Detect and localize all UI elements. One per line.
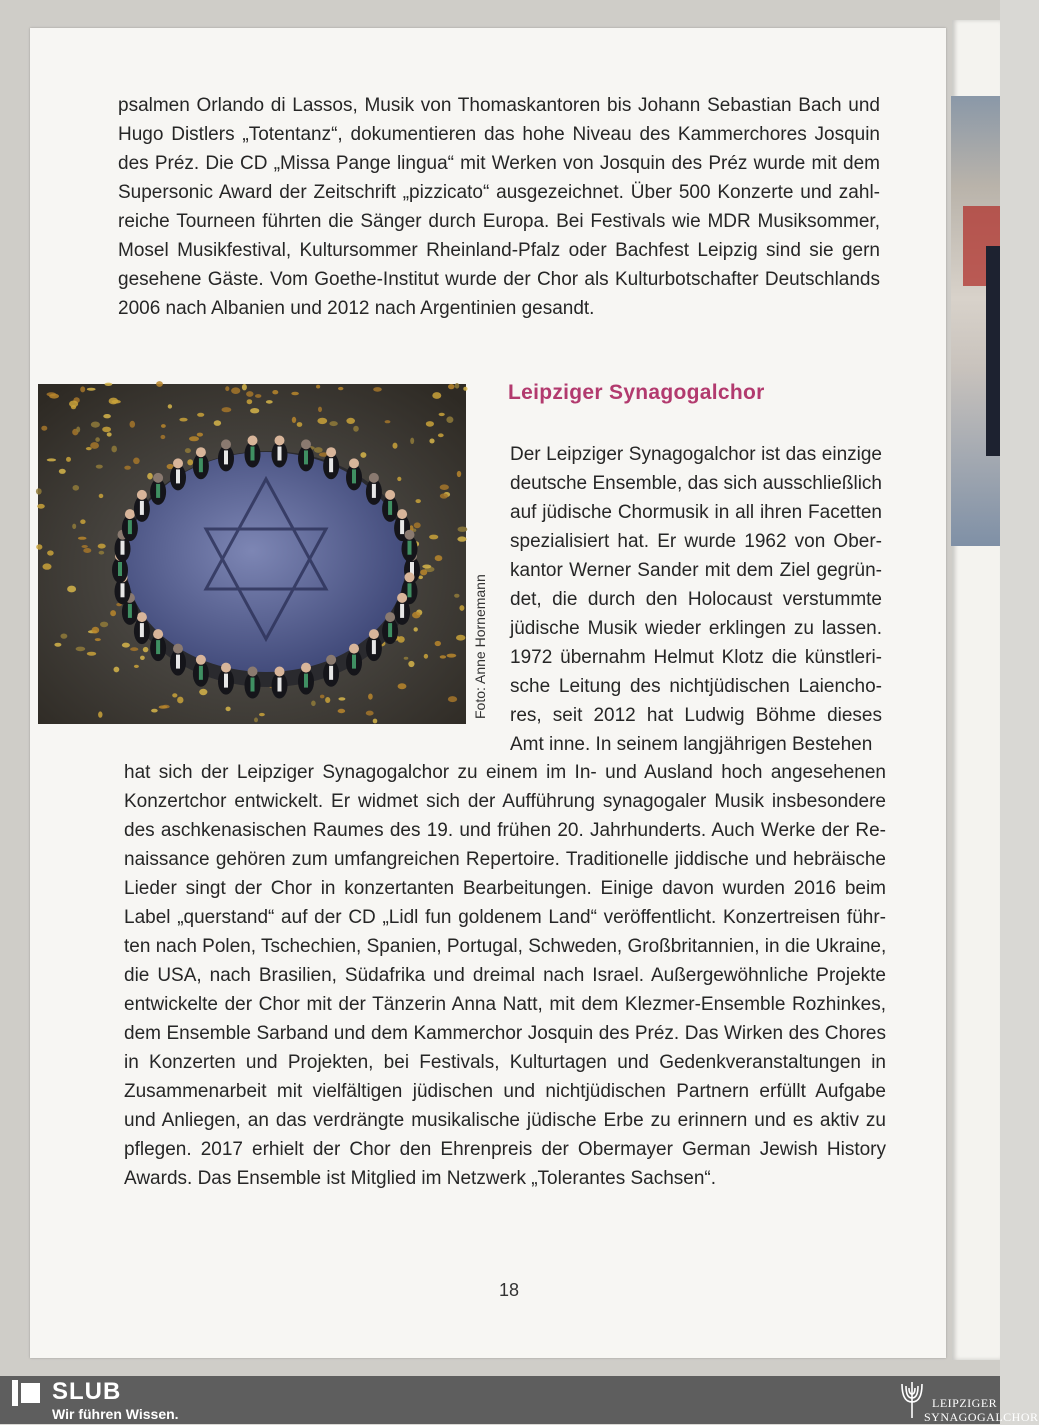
leaf: [440, 493, 448, 498]
leaf: [458, 527, 468, 532]
leaf: [420, 569, 427, 575]
leaf: [59, 469, 66, 474]
text-line: Zusammenarbeit mit vielfältigen jüdischen und nichtjüdischen Partnern erfüllt Aufgabe: [124, 1081, 886, 1102]
leaf: [87, 388, 96, 391]
leaf: [426, 421, 434, 427]
paragraph-kammerchor: [118, 91, 880, 323]
leaf: [36, 544, 42, 549]
leaf: [161, 424, 166, 428]
leaf: [76, 647, 86, 652]
text-line: Hugo Distlers „Totentanz“, dokumentieren das hohe Niveau des Kammerchores Josquin: [118, 124, 880, 145]
leaf: [143, 647, 149, 652]
leaf: [225, 386, 229, 391]
leaf: [393, 443, 398, 449]
leaf: [95, 437, 100, 442]
leaf: [266, 400, 273, 404]
leaf: [177, 697, 183, 704]
leaf: [99, 494, 104, 498]
leaf: [246, 391, 253, 397]
leaf: [297, 422, 303, 427]
leaf: [385, 420, 391, 423]
leaf: [418, 576, 423, 580]
leaf: [259, 713, 265, 716]
leaf: [98, 544, 106, 549]
text-line: dem Ensemble Sarband und dem Kammerchor Josquin des Préz. Das Wirken des Chores: [124, 1023, 886, 1044]
text-line: sche Leitung des nichtjüdischen Laiencho-: [510, 676, 882, 697]
leaf: [242, 384, 247, 390]
leaf: [99, 551, 105, 555]
slub-tagline: Wir führen Wissen.: [52, 1406, 179, 1422]
choir-photo: [38, 384, 466, 724]
leaf: [197, 413, 204, 417]
text-line: Konzertchor entwickelt. Er widmet sich der Aufführung synagogaler Musik insbesondere: [124, 791, 886, 812]
text-line: hat sich der Leipziger Synagogalchor zu einem im In- und Ausland hoch angesehenen: [124, 762, 886, 783]
leaf: [373, 719, 378, 724]
leaf: [317, 418, 327, 424]
leaf: [189, 436, 199, 441]
paragraph-synagogalchor-intro: [510, 440, 882, 759]
leaf: [329, 421, 337, 426]
leaf: [346, 418, 355, 424]
text-line: Label „querstand“ auf der CD „Lidl fun goldenem Land“ veröffentlicht. Konzertreisen führ-: [124, 907, 886, 928]
choir-circle-illustration: [38, 384, 466, 724]
leaf: [373, 387, 382, 392]
leaf: [80, 386, 85, 392]
section-heading: Leipziger Synagogalchor: [508, 381, 765, 404]
leaf: [86, 447, 92, 450]
leaf: [90, 442, 99, 449]
leaf: [457, 536, 466, 541]
leaf: [454, 594, 459, 598]
text-line: jüdische Musik wieder erklingen zu lassen.: [510, 618, 882, 639]
leaf: [457, 471, 461, 477]
leaf: [98, 711, 102, 717]
leaf: [95, 638, 101, 641]
leaf: [49, 394, 59, 399]
leaf: [111, 446, 117, 453]
leaf: [54, 643, 61, 647]
text-line: entwickelte der Chor mit der Tänzerin Anna Natt, mit dem Klezmer-Ensemble Rozhinkes,: [124, 994, 886, 1015]
text-line: deutsche Ensemble, das sich ausschließlich: [510, 473, 882, 494]
text-line: Der Leipziger Synagogalchor ist das einzige: [510, 444, 882, 465]
leaf: [161, 435, 166, 439]
leaf: [124, 466, 131, 470]
text-line: gesehene Gäste. Vom Goethe-Institut wurde der Chor als Kulturbotschafter Deutschlands: [118, 269, 880, 290]
text-line: in Konzerten und Projekten, bei Festivals, Kulturtagen und Gedenkveranstaltungen in: [124, 1052, 886, 1073]
leaf: [314, 447, 323, 453]
leaf: [353, 426, 359, 432]
leaf: [231, 387, 240, 394]
leaf: [82, 545, 88, 548]
leaf: [96, 465, 103, 469]
leaf: [105, 383, 113, 386]
leaf: [435, 555, 443, 561]
leaf: [414, 522, 421, 528]
leaf: [397, 477, 401, 481]
leaf: [67, 586, 76, 593]
leaf: [416, 499, 421, 503]
leaf: [311, 701, 316, 707]
leaf: [37, 504, 45, 509]
text-line: Mosel Musikfestival, Kultursommer Rheinland-Pfalz oder Bachfest Leipzig sind sie gern: [118, 240, 880, 261]
leaf: [435, 641, 441, 646]
leaf: [447, 654, 457, 658]
leaf: [102, 427, 111, 433]
leaf: [366, 711, 374, 716]
leaf: [316, 385, 320, 389]
leaf: [438, 433, 444, 437]
menorah-icon: [898, 1378, 926, 1420]
text-line: Amt inne. In seinem langjährigen Bestehen: [510, 734, 873, 755]
leaf: [199, 689, 207, 695]
leaf: [368, 694, 373, 700]
leaf: [168, 404, 172, 408]
slub-logo-icon: [12, 1380, 40, 1406]
leaf: [73, 485, 80, 491]
leaf: [291, 392, 299, 396]
leaf: [130, 647, 138, 651]
leaf: [72, 524, 76, 529]
leaf: [412, 612, 420, 619]
leaf: [69, 401, 78, 408]
text-line: auf jüdische Chormusik in all ihren Facetten: [510, 502, 882, 523]
leaf: [408, 661, 414, 667]
text-line: des Préz. Die CD „Missa Pange lingua“ mit Werken von Josquin des Préz wurde mit dem: [118, 153, 880, 174]
text-line: 1972 übernahm Helmut Klotz die künstleri-: [510, 647, 882, 668]
leaf: [440, 655, 446, 658]
leaf: [151, 709, 158, 713]
leaf: [36, 488, 42, 494]
leaf: [439, 413, 445, 416]
leaf: [448, 696, 457, 702]
leaf: [222, 407, 232, 412]
leaf: [250, 408, 259, 413]
leaf: [187, 459, 193, 465]
leaf: [446, 416, 453, 423]
text-line: Awards. Das Ensemble ist Mitglied im Netzwerk „Tolerantes Sachsen“.: [124, 1168, 717, 1189]
leaf: [103, 414, 111, 418]
text-line: psalmen Orlando di Lassos, Musik von Thomaskantoren bis Johann Sebastian Bach und: [118, 95, 880, 116]
leaf: [440, 484, 449, 490]
choir-logo-line1: LEIPZIGER: [932, 1396, 998, 1410]
leaf: [133, 458, 140, 465]
leaf: [100, 622, 108, 628]
leaf: [80, 519, 85, 524]
leaf: [214, 420, 221, 426]
text-line: pflegen. 2017 erhielt der Chor den Ehrenpreis der Obermayer German Jewish History: [124, 1139, 886, 1160]
text-line: res, seit 2012 hat Ludwig Böhme dieses: [510, 705, 882, 726]
leaf: [185, 448, 191, 453]
leaf: [47, 458, 56, 461]
leaf: [432, 392, 441, 399]
leaf: [429, 535, 438, 540]
leaf: [247, 399, 253, 404]
leaf: [156, 381, 163, 387]
text-line: ten nach Polen, Tschechien, Spanien, Portugal, Schweden, Großbritannien, in die Ukraine,: [124, 936, 887, 957]
leaf: [78, 537, 87, 540]
leaf: [292, 417, 296, 423]
leaf: [414, 627, 418, 631]
leaf: [61, 634, 68, 639]
leaf: [463, 387, 467, 391]
text-line: naissance gehören zum umfangreichen Repertoire. Traditionelle jiddische und hebräische: [124, 849, 886, 870]
leaf: [83, 548, 91, 553]
leaf: [424, 654, 428, 659]
leaf: [43, 563, 52, 569]
leaf: [398, 683, 407, 689]
leaf: [255, 394, 261, 398]
leaf: [107, 432, 112, 436]
text-line: reiche Tourneen führten die Sänger durch Europa. Bei Festivals wie MDR Musiksommer,: [118, 211, 880, 232]
leaf: [110, 610, 116, 616]
paragraph-synagogalchor-main: [124, 758, 886, 1193]
leaf: [172, 693, 177, 697]
leaf: [47, 550, 54, 555]
text-line: spezialisiert hat. Er wurde 1962 von Ober-: [510, 531, 882, 552]
slub-name: SLUB: [52, 1378, 122, 1405]
page-number: 18: [499, 1280, 520, 1300]
leaf: [338, 709, 346, 713]
leaf: [360, 452, 366, 458]
leaf: [66, 457, 71, 462]
text-line: det, die durch den Holocaust verstummte: [510, 589, 882, 610]
leaf: [448, 384, 455, 389]
leaf: [226, 707, 231, 712]
leaf: [320, 695, 325, 699]
choir-logo-line2: SYNAGOGALCHOR: [924, 1410, 1039, 1424]
leaf: [429, 439, 434, 444]
leaf: [134, 665, 139, 668]
leaf: [456, 635, 465, 641]
leaf: [325, 697, 330, 703]
text-line: die USA, nach Brasilien, Südafrika und dreimal nach Israel. Außergewöhnliche Projekte: [124, 965, 886, 986]
leaf: [272, 390, 278, 394]
leaf: [179, 418, 187, 422]
text-line: und Anliegen, an das verdrängte musikalische jüdische Erbe zu erinnern und es aktiv zu: [124, 1110, 886, 1131]
leaf: [338, 387, 343, 390]
leaf: [455, 383, 460, 389]
leaf: [404, 657, 409, 660]
leaf: [114, 667, 120, 673]
text-line: Supersonic Award der Zeitschrift „pizzicato“ ausgezeichnet. Über 500 Konzerte und zahl-: [118, 182, 880, 203]
leaf: [197, 433, 203, 437]
text-line: 2006 nach Albanien und 2012 nach Argentinien gesandt.: [118, 298, 595, 319]
leaf: [459, 605, 464, 611]
text-line: des aschkenasischen Raumes des 19. und frühen 20. Jahrhunderts. Auch Werke der Re-: [124, 820, 886, 841]
next-page-photo-fragment: [951, 96, 1000, 546]
leaf: [140, 656, 145, 660]
text-line: Lieder singt der Chor in konzertanten Bearbeitungen. Einige davon wurden 2016 beim: [124, 878, 886, 899]
text-line: kantor Werner Sander mit dem Ziel gegrün-: [510, 560, 882, 581]
leaf: [76, 427, 80, 433]
leaf: [318, 407, 322, 412]
leaf: [422, 565, 431, 569]
leaf: [254, 718, 258, 723]
leaf: [41, 426, 47, 431]
leaf: [338, 697, 345, 700]
leaf: [147, 473, 153, 480]
leaf: [159, 705, 168, 708]
leaf: [410, 438, 414, 444]
leaf: [112, 400, 121, 404]
leaf: [87, 652, 96, 656]
leaf: [122, 643, 130, 648]
leaf: [91, 422, 100, 428]
leaf: [92, 627, 100, 634]
leaf: [130, 421, 136, 428]
